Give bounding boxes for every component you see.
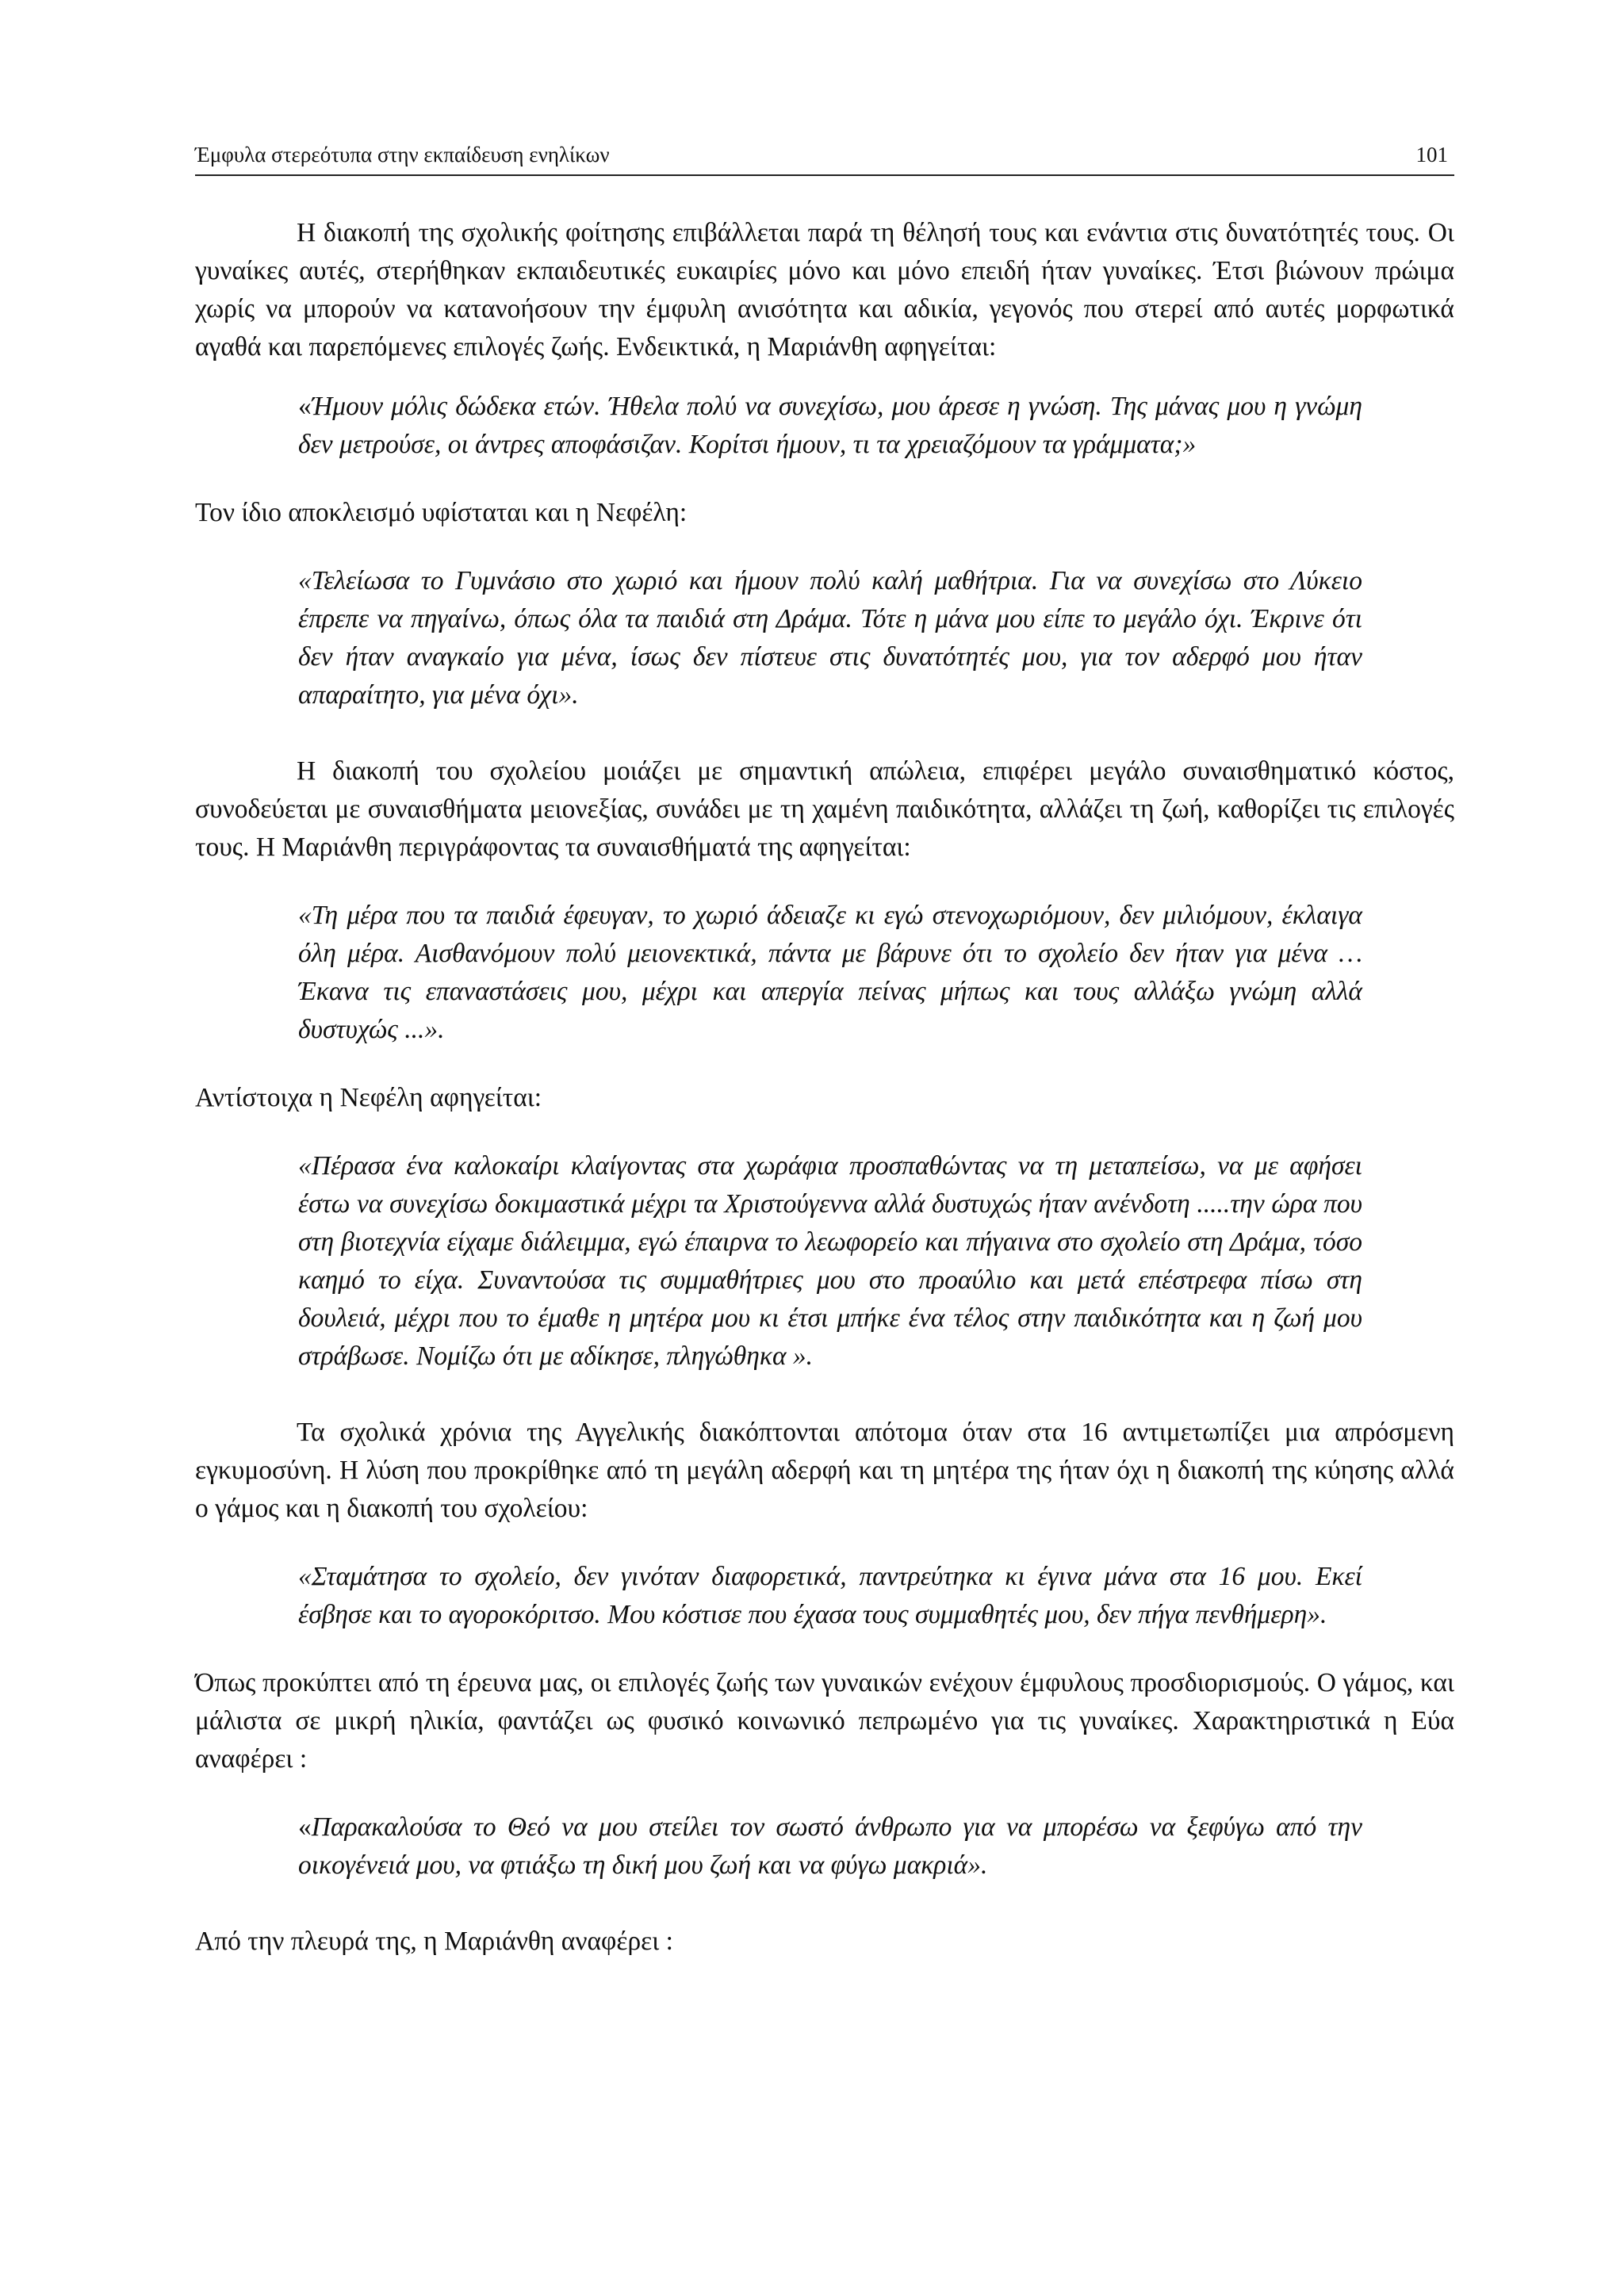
paragraph-6: Όπως προκύπτει από τη έρευνα μας, οι επιλογές ζωής των γυναικών ενέχουν έμφυλους προσδιορισμούς. Ο γάμος, και μάλιστα σε μικρή ηλικία, φαντάζει ως φυσικό κοινωνικό πεπρωμένο για τις γυναίκες. Χαρακτηριστικά η Εύα αναφέρει :	[195, 1668, 1454, 1774]
quote-marianthi-2: «Τη μέρα που τα παιδιά έφευγαν, το χωριό άδειαζε κι εγώ στενοχωριόμουν, δεν μιλιόμουν, έκλαιγα όλη μέρα. Αισθανόμουν πολύ μειονεκτικά, πάντα με βάρυνε ότι το σχολείο δεν ήταν για μένα …Έκανα τις επαναστάσεις μου, μέχρι και απεργία πείνας μήπως και τους αλλάξω γνώμη αλλά δυστυχώς ...».	[298, 901, 1362, 1044]
paragraph-7: Από την πλευρά της, η Μαριάνθη αναφέρει :	[195, 1927, 673, 1956]
quote-eva	[298, 1808, 1362, 1885]
paragraph-5: Τα σχολικά χρόνια της Αγγελικής διακόπτονται απότομα όταν στα 16 αντιμετωπίζει μια απρόσμενη εγκυμοσύνη. Η λύση που προκρίθηκε από τη μεγάλη αδερφή και τη μητέρα της ήταν όχι η διακοπή της κύησης αλλά ο γάμος και η διακοπή του σχολείου:	[195, 1418, 1454, 1523]
running-title: Έμφυλα στερεότυπα στην εκπαίδευση ενηλίκων	[195, 143, 610, 166]
quote-marianthi-1	[298, 388, 1362, 464]
quote-nefeli-2: «Πέρασα ένα καλοκαίρι κλαίγοντας στα χωράφια προσπαθώντας να τη μεταπείσω, να με αφήσει έστω να συνεχίσω δοκιμαστικά μέχρι τα Χριστούγεννα αλλά δυστυχώς ήταν ανένδοτη .....την ώρα που στη βιοτεχνία είχαμε διάλειμμα, εγώ έπαιρνα το λεωφορείο και πήγαινα στο σχολείο στη Δράμα, τόσο καημό το είχα. Συναντούσα τις συμμαθήτριες μου στο προαύλιο και μετά επέστρεφα πίσω στη δουλειά, μέχρι που το έμαθε η μητέρα μου κι έτσι μπήκε ένα τέλος στην παιδικότητα και η ζωή μου στράβωσε. Νομίζω ότι με αδίκησε, πληγώθηκα ».	[298, 1151, 1362, 1371]
paragraph-2: Τον ίδιο αποκλεισμό υφίσταται και η Νεφέλη:	[195, 498, 688, 527]
quote-text: Ήμουν μόλις δώδεκα ετών. Ήθελα πολύ να συνεχίσω, μου άρεσε η γνώση. Της μάνας μου η γνώμη δεν μετρούσε, οι άντρες αποφάσιζαν. Κορίτσι ήμουν, τι τα χρειαζόμουν τα γράμματα;»	[298, 392, 1362, 459]
quote-open-mark: «	[298, 392, 312, 421]
paragraph-3: Η διακοπή του σχολείου μοιάζει με σημαντική απώλεια, επιφέρει μεγάλο συναισθηματικό κόστος, συνοδεύεται με συναισθήματα μειονεξίας, συνάδει με τη χαμένη παιδικότητα, αλλάζει τη ζωή, καθορίζει τις επιλογές τους. Η Μαριάνθη περιγράφοντας τα συναισθήματά της αφηγείται:	[195, 756, 1454, 862]
quote-open-mark: «	[298, 1812, 312, 1842]
paragraph-1: Η διακοπή της σχολικής φοίτησης επιβάλλεται παρά τη θέλησή τους και ενάντια στις δυνατότητές τους. Οι γυναίκες αυτές, στερήθηκαν εκπαιδευτικές ευκαιρίες μόνο και μόνο επειδή ήταν γυναίκες. Έτσι βιώνουν πρώιμα χωρίς να μπορούν να κατανοήσουν την έμφυλη ανισότητα και αδικία, γεγονός που στερεί από αυτές μορφωτικά αγαθά και παρεπόμενες επιλογές ζωής. Ενδεικτικά, η Μαριάνθη αφηγείται:	[195, 218, 1454, 362]
quote-angeliki: «Σταμάτησα το σχολείο, δεν γινόταν διαφορετικά, παντρεύτηκα κι έγινα μάνα στα 16 μου. Εκεί έσβησε και το αγοροκόριτσο. Μου κόστισε που έχασα τους συμμαθητές μου, δεν πήγα πενθήμερη».	[298, 1562, 1362, 1629]
page-number: 101	[1415, 143, 1448, 166]
running-header	[195, 140, 1454, 176]
page-body	[195, 214, 1454, 1961]
quote-nefeli-1: «Τελείωσα το Γυμνάσιο στο χωριό και ήμουν πολύ καλή μαθήτρια. Για να συνεχίσω στο Λύκειο έπρεπε να πηγαίνω, όπως όλα τα παιδιά στη Δράμα. Τότε η μάνα μου είπε το μεγάλο όχι. Έκρινε ότι δεν ήταν αναγκαίο για μένα, ίσως δεν πίστευε στις δυνατότητές μου, για τον αδερφό μου ήταν απαραίτητο, για μένα όχι».	[298, 566, 1362, 710]
quote-text: Παρακαλούσα το Θεό να μου στείλει τον σωστό άνθρωπο για να μπορέσω να ξεφύγω από την οικογένειά μου, να φτιάξω τη δική μου ζωή και να φύγω μακριά».	[298, 1812, 1362, 1880]
paragraph-4: Αντίστοιχα η Νεφέλη αφηγείται:	[195, 1083, 542, 1112]
